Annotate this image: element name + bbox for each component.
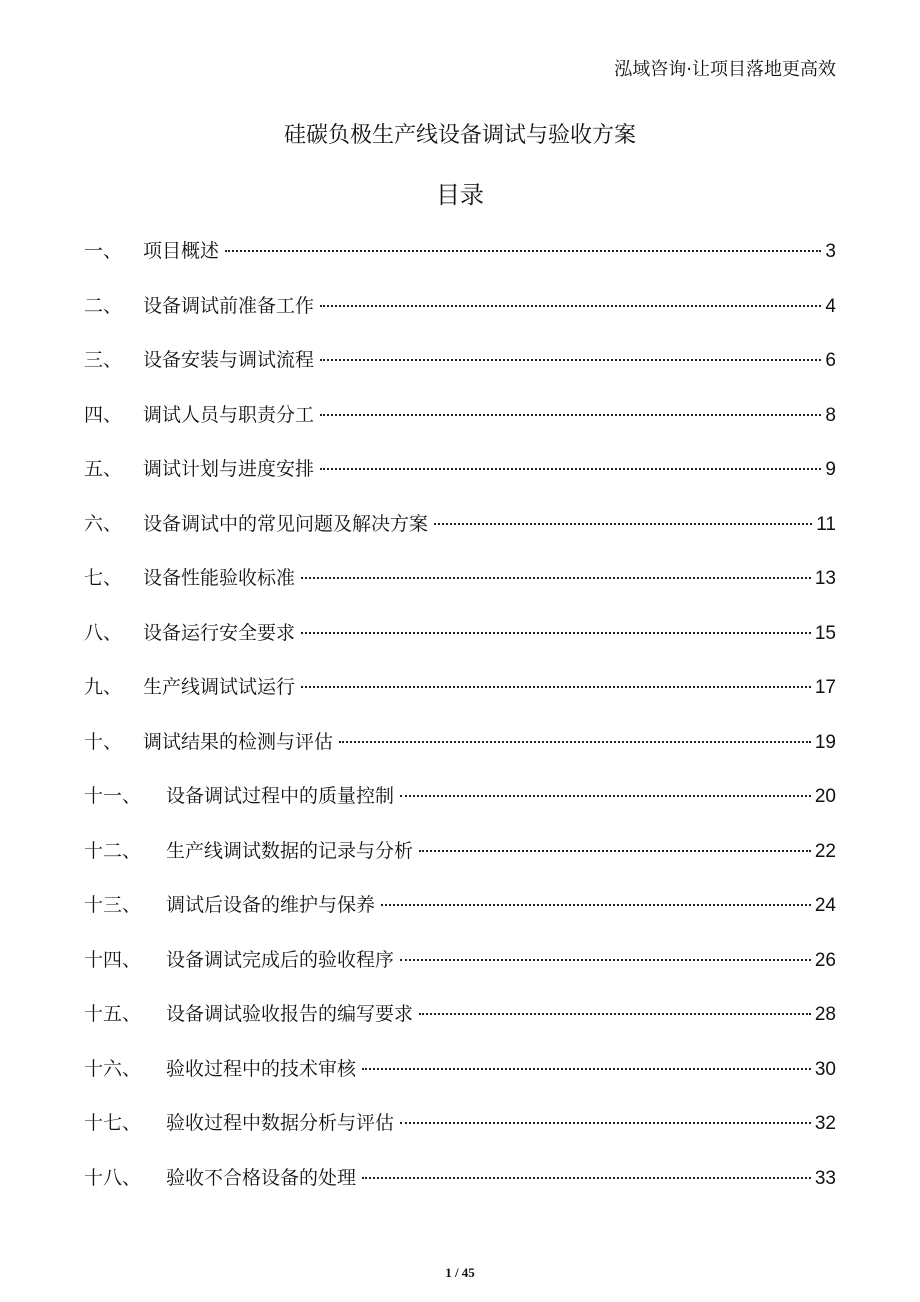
toc-entry-page: 19 bbox=[814, 731, 836, 753]
toc-dot-leader bbox=[419, 1013, 811, 1015]
toc-entry-title: 设备调试中的常见问题及解决方案 bbox=[143, 512, 429, 535]
toc-entry-title: 设备性能验收标准 bbox=[143, 567, 296, 589]
toc-dot-leader bbox=[381, 904, 811, 906]
toc-entry[interactable] bbox=[84, 449, 836, 504]
toc-entry-page: 8 bbox=[825, 404, 836, 426]
toc-entry-title: 调试计划与进度安排 bbox=[143, 458, 315, 480]
toc-entry-number: 十七、 bbox=[84, 1112, 142, 1134]
toc-entry[interactable] bbox=[84, 831, 836, 886]
toc-entry-number: 七、 bbox=[84, 567, 123, 589]
toc-entry-number: 九、 bbox=[84, 676, 123, 698]
toc-entry[interactable] bbox=[84, 667, 836, 722]
toc-dot-leader bbox=[320, 468, 821, 470]
toc-entry[interactable] bbox=[84, 940, 836, 995]
toc-dot-leader bbox=[362, 1068, 811, 1070]
toc-entry[interactable] bbox=[84, 286, 836, 341]
toc-dot-leader bbox=[400, 1122, 811, 1124]
toc-entry-number: 二、 bbox=[84, 294, 123, 317]
toc-entry-title: 设备调试过程中的质量控制 bbox=[166, 785, 395, 807]
toc-entry-page: 24 bbox=[814, 895, 836, 916]
toc-heading: 目录 bbox=[436, 181, 484, 209]
toc-dot-leader bbox=[339, 741, 811, 743]
toc-entry[interactable] bbox=[84, 885, 836, 940]
toc-entry-number: 三、 bbox=[84, 349, 123, 371]
toc-entry-title: 调试后设备的维护与保养 bbox=[166, 894, 376, 916]
toc-dot-leader bbox=[301, 577, 811, 579]
toc-dot-leader bbox=[320, 305, 821, 307]
toc-entry-number: 十二、 bbox=[84, 839, 142, 862]
toc-entry[interactable] bbox=[84, 395, 836, 450]
toc-dot-leader bbox=[419, 850, 811, 852]
toc-entry-title: 生产线调试试运行 bbox=[143, 676, 296, 698]
page-number-footer: 1 / 45 bbox=[445, 1265, 475, 1280]
toc-entry[interactable] bbox=[84, 340, 836, 395]
toc-entry[interactable] bbox=[84, 1049, 836, 1104]
header-company-slogan: 泓域咨询·让项目落地更高效 bbox=[614, 59, 836, 80]
toc-entry-page: 3 bbox=[825, 241, 836, 262]
toc-dot-leader bbox=[320, 414, 821, 416]
toc-entry-page: 20 bbox=[814, 786, 836, 807]
toc-entry-page: 9 bbox=[825, 459, 836, 480]
toc-dot-leader bbox=[301, 686, 811, 688]
toc-dot-leader bbox=[400, 959, 811, 961]
toc-entry-page: 32 bbox=[814, 1113, 836, 1134]
toc-entry-number: 四、 bbox=[84, 403, 123, 426]
toc-entry-number: 十三、 bbox=[84, 894, 142, 916]
toc-entry[interactable] bbox=[84, 776, 836, 831]
toc-entry[interactable] bbox=[84, 231, 836, 286]
toc-entry-title: 设备调试完成后的验收程序 bbox=[166, 948, 395, 971]
toc-entry-title: 设备调试验收报告的编写要求 bbox=[166, 1003, 414, 1025]
toc-entry-page: 26 bbox=[814, 949, 836, 971]
toc-entry-page: 13 bbox=[814, 568, 836, 589]
toc-entry-page: 33 bbox=[814, 1167, 836, 1189]
toc-entry-title: 设备安装与调试流程 bbox=[143, 349, 315, 371]
toc-entry-page: 15 bbox=[814, 622, 836, 644]
toc-entry[interactable] bbox=[84, 504, 836, 559]
toc-entry-number: 八、 bbox=[84, 621, 123, 644]
toc-entry[interactable] bbox=[84, 558, 836, 613]
toc-entry-title: 验收过程中的技术审核 bbox=[166, 1057, 357, 1080]
toc-entry[interactable] bbox=[84, 1158, 836, 1213]
toc-entry-title: 设备调试前准备工作 bbox=[143, 294, 315, 317]
toc-entry-title: 调试结果的检测与评估 bbox=[143, 730, 334, 753]
toc-entry-title: 验收过程中数据分析与评估 bbox=[166, 1112, 395, 1134]
toc-entry-number: 五、 bbox=[84, 458, 123, 480]
toc-dot-leader bbox=[434, 523, 812, 525]
toc-entry-page: 28 bbox=[814, 1004, 836, 1025]
toc-dot-leader bbox=[320, 359, 821, 361]
toc-entry-page: 11 bbox=[816, 513, 836, 535]
toc-dot-leader bbox=[362, 1177, 811, 1179]
toc-dot-leader bbox=[400, 795, 811, 797]
toc-entry-page: 30 bbox=[814, 1058, 836, 1080]
toc-entry-title: 验收不合格设备的处理 bbox=[166, 1166, 357, 1189]
toc-entry[interactable] bbox=[84, 1103, 836, 1158]
toc-entry-number: 十四、 bbox=[84, 948, 142, 971]
toc-entry-title: 调试人员与职责分工 bbox=[143, 403, 315, 426]
toc-entry-number: 十、 bbox=[84, 730, 123, 753]
document-title: 硅碳负极生产线设备调试与验收方案 bbox=[283, 123, 636, 148]
toc-dot-leader bbox=[225, 250, 821, 252]
toc-entry-title: 设备运行安全要求 bbox=[143, 621, 296, 644]
toc-entry-title: 项目概述 bbox=[143, 240, 220, 262]
toc-entry-page: 4 bbox=[825, 295, 836, 317]
toc-entry[interactable] bbox=[84, 613, 836, 668]
toc-entry-title: 生产线调试数据的记录与分析 bbox=[166, 839, 414, 862]
toc-entry-page: 17 bbox=[814, 677, 836, 698]
toc-entry[interactable] bbox=[84, 722, 836, 777]
toc-entry-page: 22 bbox=[814, 840, 836, 862]
toc-dot-leader bbox=[301, 632, 811, 634]
toc-entry[interactable] bbox=[84, 994, 836, 1049]
toc-entry-number: 一、 bbox=[84, 240, 123, 262]
toc-entry-number: 十六、 bbox=[84, 1057, 142, 1080]
toc-entry-number: 十五、 bbox=[84, 1003, 142, 1025]
table-of-contents bbox=[84, 231, 836, 1212]
toc-entry-number: 十八、 bbox=[84, 1166, 142, 1189]
toc-entry-page: 6 bbox=[825, 350, 836, 371]
toc-entry-number: 十一、 bbox=[84, 785, 142, 807]
toc-entry-number: 六、 bbox=[84, 512, 123, 535]
